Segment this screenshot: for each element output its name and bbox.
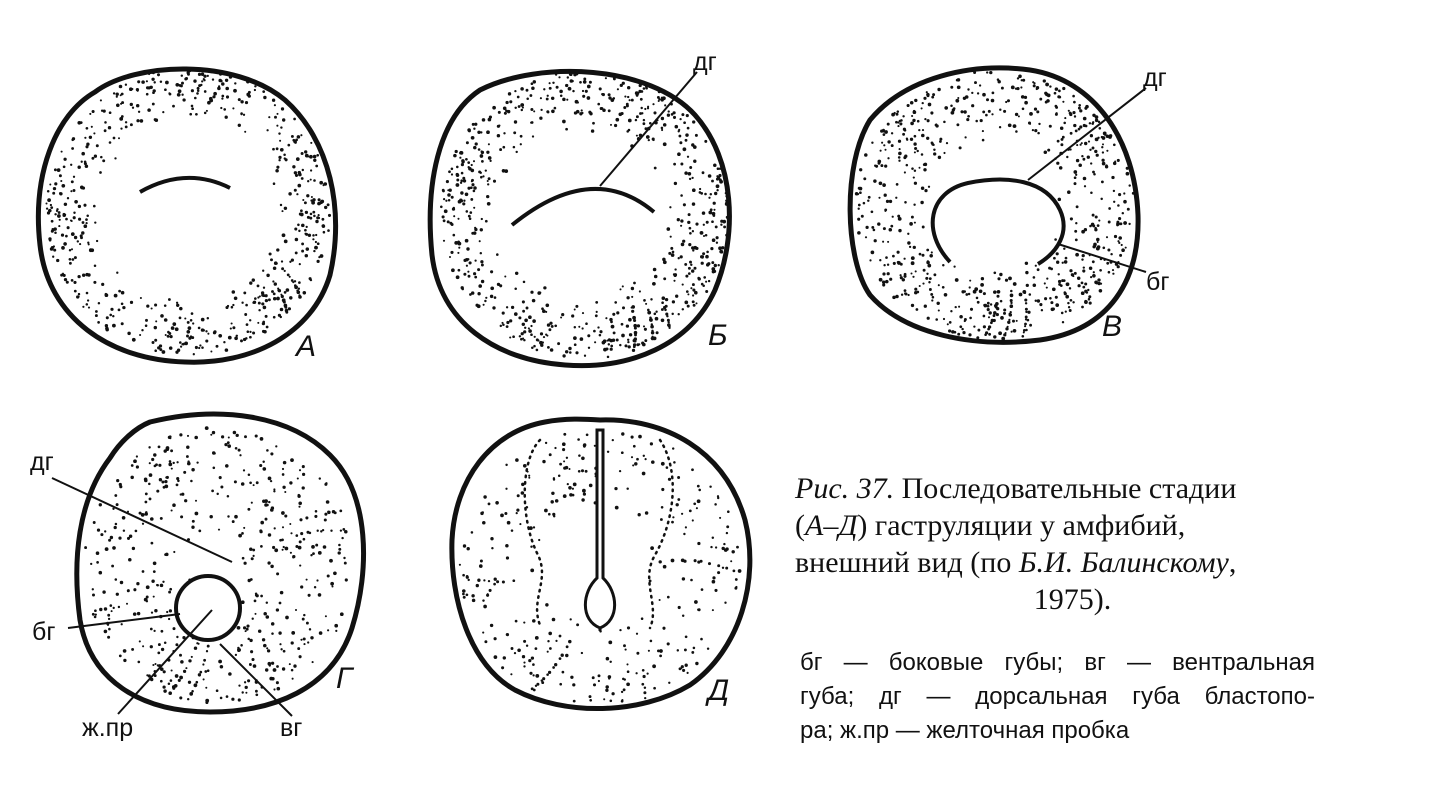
panel-c (850, 64, 1169, 343)
embryo-b-outline (430, 71, 729, 365)
panel-a (38, 69, 335, 363)
blastopore-groove-c (933, 180, 1064, 264)
embryo-a-outline (38, 69, 335, 362)
blastopore-slit (585, 430, 614, 628)
panel-letter-c: В (1102, 310, 1123, 343)
label-vg-d: вг (280, 714, 303, 742)
panel-d (30, 414, 364, 742)
label-dg-c: дг (1143, 64, 1167, 92)
stipple-a (45, 69, 331, 356)
panel-letter-e: Д (708, 674, 730, 707)
caption-line-3 (795, 544, 1350, 581)
legend-line-1: бг — боковые губы; вг — вентральная (800, 649, 1315, 676)
label-zhpr-d: ж.пр (82, 714, 134, 742)
figure-caption (795, 470, 1350, 618)
yolk-plug-ring (176, 576, 240, 640)
caption-comma: , (1228, 546, 1237, 579)
leader-dg-b (600, 72, 697, 186)
stipple-b (440, 72, 729, 358)
panel-letter-d: Г (336, 662, 353, 695)
label-dg-d: дг (30, 448, 54, 476)
embryo-c-outline (850, 68, 1138, 342)
caption-fig-label: Рис. 37. (795, 472, 895, 505)
blastopore-groove-a (140, 178, 230, 192)
legend-line-3: ра; ж.пр — желточная пробка (800, 717, 1130, 744)
caption-open-paren: ( (795, 509, 805, 542)
caption-title-start: Последовательные стадии (894, 472, 1237, 505)
panel-e (452, 419, 750, 709)
blastopore-groove-b (512, 189, 654, 225)
right-neural-fold-dots (649, 440, 673, 628)
label-bg-c: бг (1146, 268, 1170, 296)
label-bg-d: бг (32, 618, 56, 646)
panel-letter-b: Б (708, 319, 728, 352)
legend-line-2: губа; дг — дорсальная губа бластопо- (800, 683, 1315, 710)
left-neural-fold-dots (525, 440, 542, 625)
caption-title-middle: ) гаструляции у амфибий, (857, 509, 1186, 542)
leader-bg-d (68, 614, 180, 628)
label-dg-b: дг (693, 48, 717, 76)
caption-range: А–Д (805, 509, 858, 542)
stipple-c (855, 71, 1135, 341)
stipple-d (84, 426, 348, 704)
caption-year: 1975). (1033, 583, 1112, 616)
caption-author: Б.И. Балинскому (1018, 546, 1229, 579)
panel-b (430, 48, 729, 366)
panel-letter-a: А (296, 330, 317, 363)
caption-line-1 (795, 470, 1350, 507)
leader-zhpr-d (118, 610, 212, 714)
figure-legend (800, 646, 1315, 748)
caption-source-start: внешний вид (по (795, 546, 1019, 579)
caption-line-2 (795, 507, 1350, 544)
